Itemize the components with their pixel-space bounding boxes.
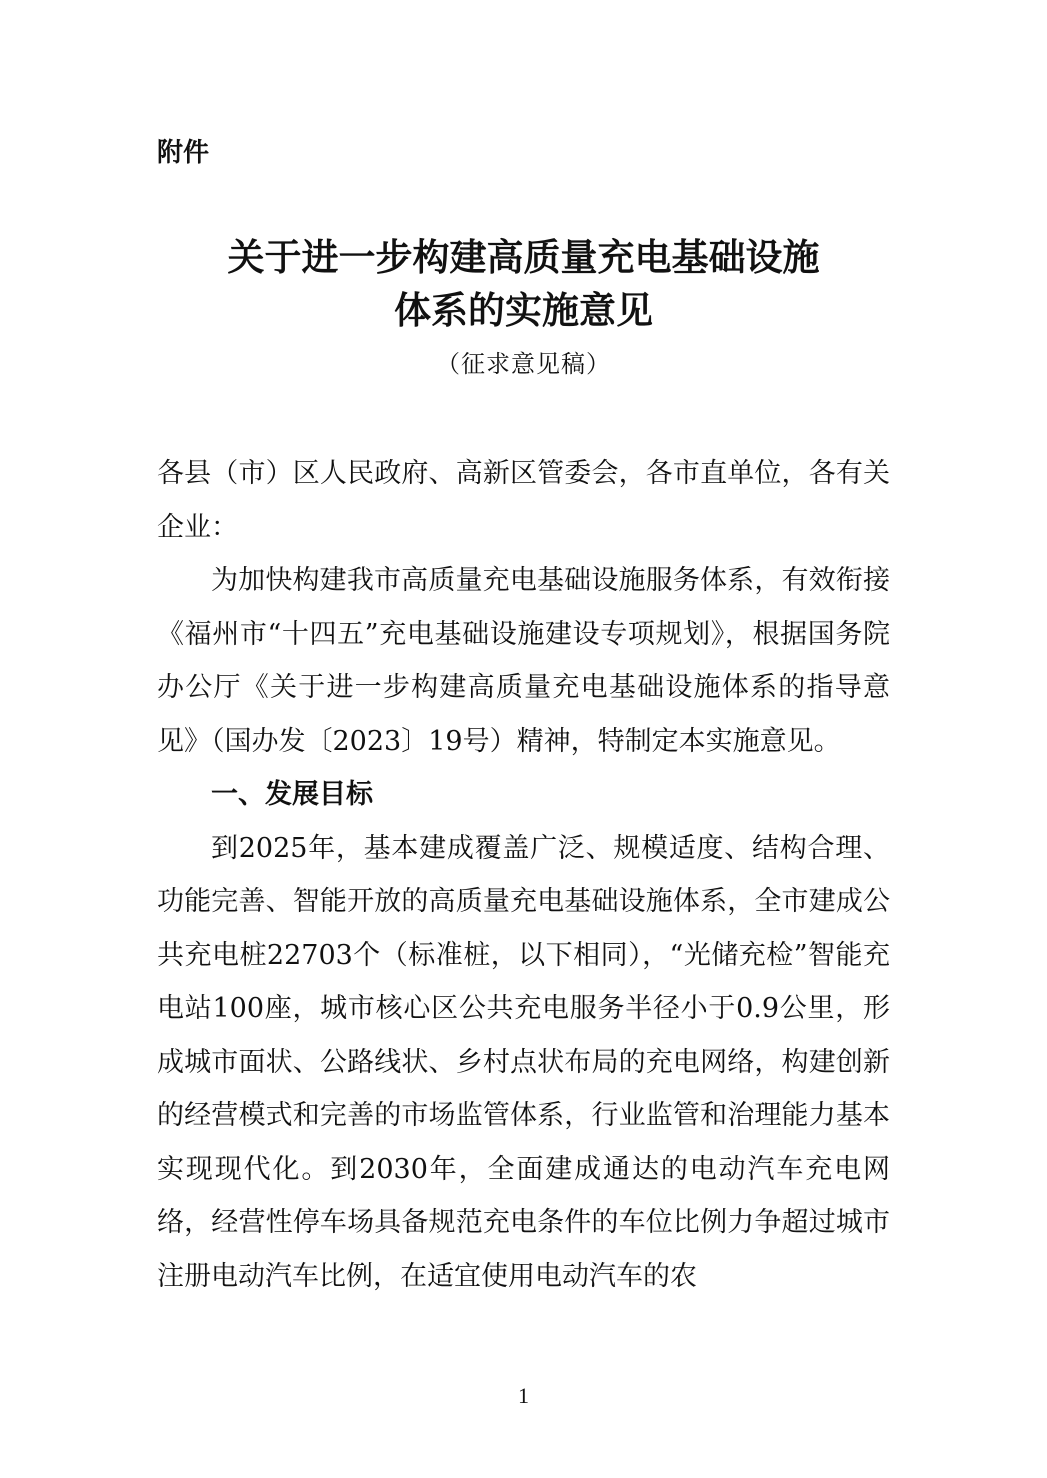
- intro-paragraph: 为加快构建我市高质量充电基础设施服务体系，有效衔接《福州市“十四五”充电基础设施建设专项规划》，根据国务院办公厅《关于进一步构建高质量充电基础设施体系的指导意见》（国办发〔2023〕19号）精神，特制定本实施意见。: [157, 565, 890, 757]
- page-number: 1: [518, 1383, 529, 1408]
- section-paragraph: 到2025年，基本建成覆盖广泛、规模适度、结构合理、功能完善、智能开放的高质量充电基础设施体系，全市建成公共充电桩22703个（标准桩，以下相同），“光储充检”智能充电站100座，城市核心区公共充电服务半径小于0.9公里，形成城市面状、公路线状、乡村点状布局的充电网络，构建创新的经营模式和完善的市场监管体系，行业监管和治理能力基本实现现代化。到2030年，全面建成通达的电动汽车充电网络，经营性停车场具备规范充电条件的车位比例力争超过城市注册电动汽车比例，在适宜使用电动汽车的农: [157, 832, 890, 1292]
- document-title-line-1: 关于进一步构建高质量充电基础设施: [227, 236, 820, 279]
- document-body: [157, 447, 890, 1303]
- document-title-line-2: 体系的实施意见: [394, 289, 653, 332]
- draft-subtitle: （征求意见稿）: [436, 350, 611, 378]
- section-heading: 一、发展目标: [211, 779, 373, 810]
- salutation: 各县（市）区人民政府、高新区管委会，各市直单位，各有关企业：: [157, 458, 890, 543]
- attachment-label: 附件: [157, 138, 210, 168]
